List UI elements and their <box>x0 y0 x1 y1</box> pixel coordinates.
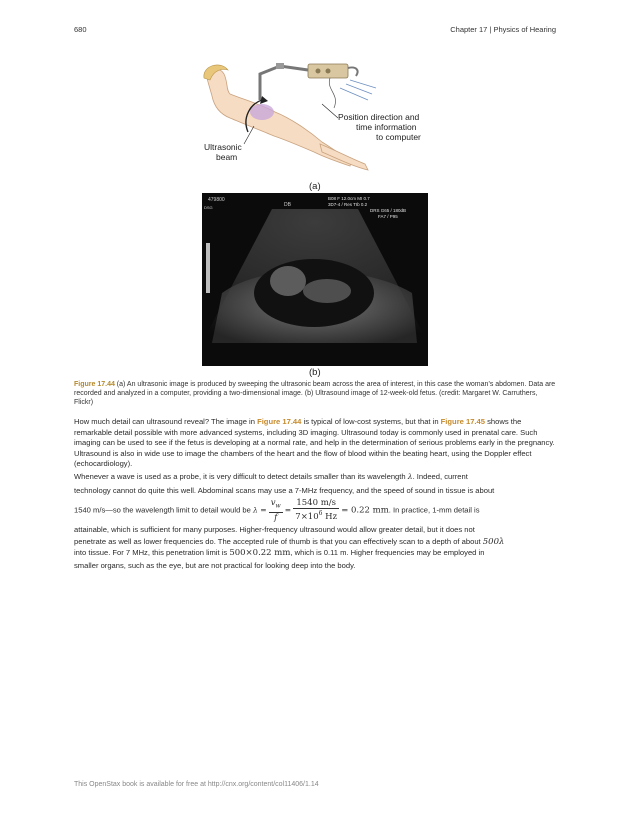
para2-text-6a: into tissue. For 7 MHz, this penetration limit is <box>74 548 230 557</box>
caption-text: (a) An ultrasonic image is produced by sweeping the ultrasonic beam across the area of interest, in this case the woman’s abdomen. Data are recorded and analyzed in a computer, providing a two-dimensional image. (b) Ultrasound image of 12-week-old fetus. (credit: Margaret W. Carruthers, Flickr) <box>74 381 556 406</box>
para1-text-2: is typical of low-cost systems, but that in <box>301 417 441 426</box>
eq-lambda-lhs: λ = <box>252 505 267 515</box>
position-pointer-line <box>322 104 338 118</box>
frac1-num: v <box>270 498 276 508</box>
para2-text-6b: , which is 0.11 m. Higher frequencies may be employed in <box>290 548 485 557</box>
signal-cable <box>329 78 335 108</box>
figure-b-label: (b) <box>309 367 321 378</box>
para2-text-5a: penetrate as well as lower frequencies do. The accepted rule of thumb is that you can effectively scan to a depth of about <box>74 537 483 546</box>
frac2-num: 1540 m/s <box>293 498 339 509</box>
para2-text-3a: 1540 m/s—so the wavelength limit to detail would be <box>74 505 253 515</box>
para2-line-1 <box>74 472 468 481</box>
page-number: 680 <box>74 25 87 34</box>
para2-line-6 <box>74 548 484 558</box>
figure-caption <box>74 380 556 407</box>
eq-result: = 0.22 mm <box>341 505 389 516</box>
scanner-handle <box>348 67 358 76</box>
fetus-body <box>303 279 351 303</box>
scanner-knob <box>316 69 321 74</box>
footer-note: This OpenStax book is available for free at http://cnx.org/content/col11406/1.14 <box>74 781 319 788</box>
signal-arrow <box>340 80 376 100</box>
caption-figure-ref: Figure 17.44 <box>74 381 115 388</box>
eq-equals: = <box>284 505 292 515</box>
beam-label-1: Ultrasonic <box>204 142 242 152</box>
beam-pointer-line <box>244 126 254 144</box>
chapter-title: Chapter 17 | Physics of Hearing <box>450 25 556 34</box>
para2-text-1a: Whenever a wave is used as a probe, it is very difficult to detect details smaller than its wavelength <box>74 472 408 481</box>
figure-a-label: (a) <box>309 181 321 192</box>
figure-a-illustration <box>190 60 440 190</box>
overlay-top2: 3D7-4 / Res TIb 0.2 <box>328 202 368 207</box>
overlay-top4: FA7 / P95 <box>378 214 398 219</box>
para2-text-3b: . In practice, 1-mm detail is <box>388 505 480 515</box>
para2-line-4: attainable, which is sufficient for many purposes. Higher-frequency ultrasound would allow greater detail, but it does not <box>74 525 475 534</box>
abdomen-scan-area <box>250 104 274 120</box>
para2-line-5 <box>74 537 504 547</box>
depth-expression: 500λ <box>482 537 505 547</box>
overlay-db: DB <box>284 202 291 208</box>
para1-text-3: shows the remarkable detail possible with more advanced systems, including 3D imaging. Ultrasound today is commonly used in prenatal care. Such imaging can be used to see if the fetus is developing at a normal rate, and help in the determination of serious problems early in the pregnancy. Ultrasound is also in wide use to image the chambers of the heart and the flow of blood within the beating heart, using the Doppler effect (echocardiology). <box>74 417 555 469</box>
ultrasound-scan <box>202 193 428 366</box>
overlay-top1: B08 F 12.0cm MI 0.7 <box>328 196 370 201</box>
paragraph-ultrasound-detail <box>74 417 556 470</box>
position-label-2: time information <box>356 122 417 132</box>
ultrasound-image <box>202 193 428 366</box>
probe-arm <box>260 66 308 100</box>
beam-label-2: beam <box>216 152 238 162</box>
arm-joint <box>276 63 284 69</box>
link-figure-17-44[interactable]: Figure 17.44 <box>257 417 302 426</box>
para2-line-7: smaller organs, such as the eye, but are not practical for looking deep into the body. <box>74 561 356 570</box>
frac2-den: 7×10 <box>295 512 319 523</box>
fetus-head <box>270 266 306 296</box>
overlay-side: DSG <box>204 205 213 210</box>
overlay-top3: DRS G65 / 180dB <box>370 208 407 213</box>
gray-scale-bar <box>206 243 210 293</box>
fraction-speed-over-freq <box>293 498 339 522</box>
para2-line-2: technology cannot do quite this well. Abdominal scans may use a 7-MHz frequency, and the speed of sound in tissue is about <box>74 486 495 495</box>
para2-line-3 <box>74 498 480 523</box>
position-label-3: to computer <box>376 132 421 142</box>
position-label-1: Position direction and <box>338 112 420 122</box>
para1-text-1: How much detail can ultrasound reveal? The image in <box>74 417 258 426</box>
frac1-sub: w <box>275 502 281 510</box>
limit-expression: 500×0.22 mm <box>229 548 291 558</box>
scanner-knob-2 <box>326 69 331 74</box>
overlay-left: 479800 <box>208 197 225 203</box>
fraction-vw-over-f <box>269 498 283 523</box>
para2-text-1b: . Indeed, current <box>412 472 468 481</box>
link-figure-17-45[interactable]: Figure 17.45 <box>440 417 485 426</box>
frac1-den: f <box>274 512 278 523</box>
frac2-unit: Hz <box>322 512 338 523</box>
frac2-exp: 6 <box>318 510 323 518</box>
lambda-symbol: λ <box>407 472 413 481</box>
